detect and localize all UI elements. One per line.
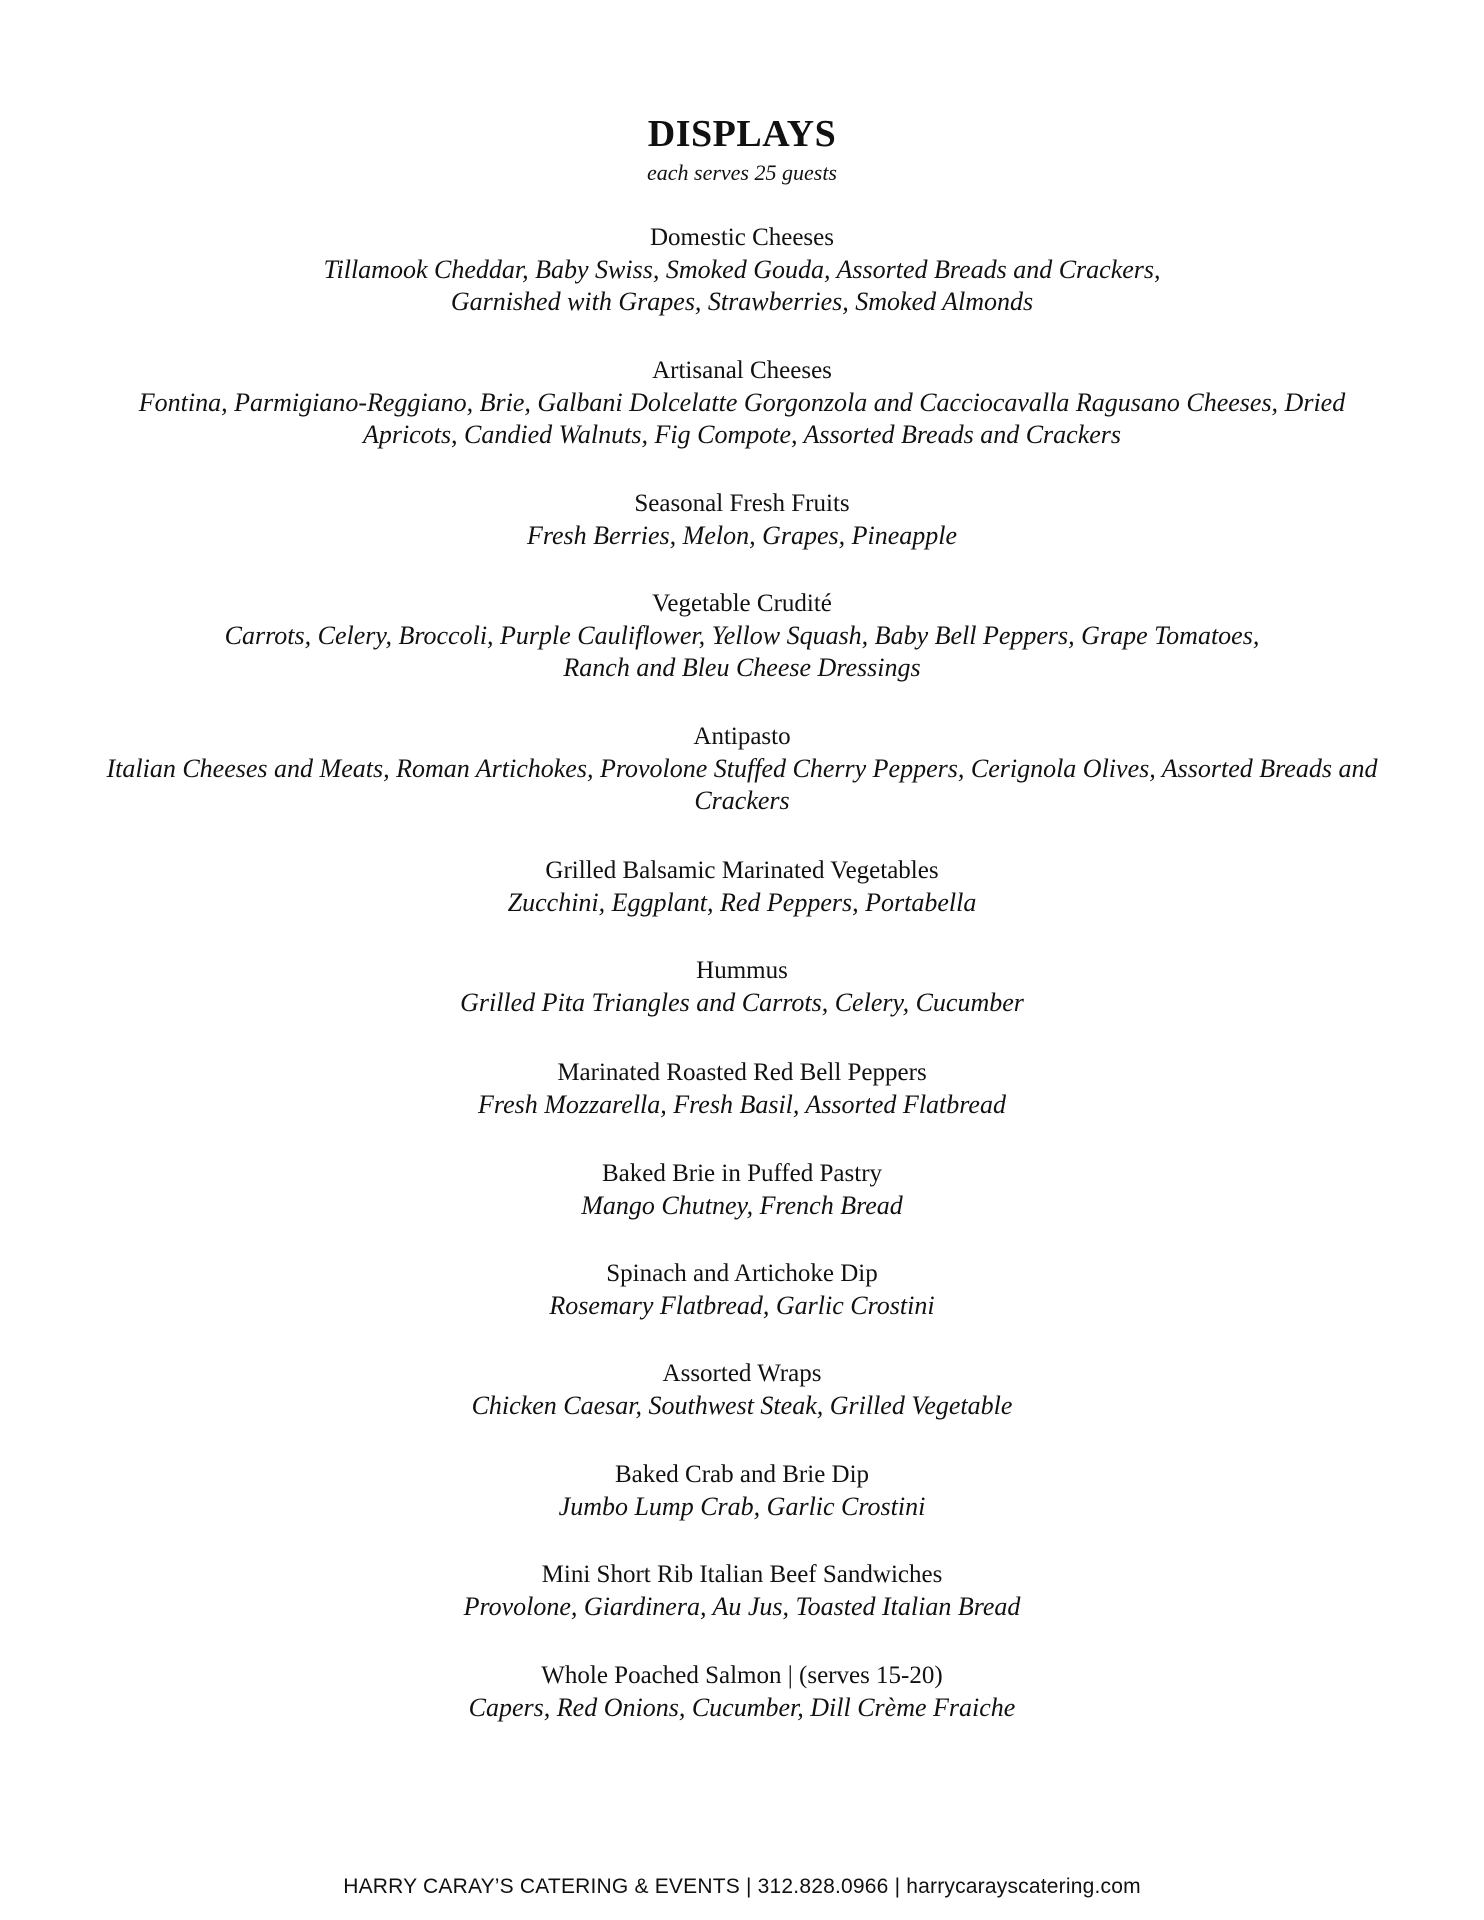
menu-item-name: Whole Poached Salmon | (serves 15-20): [541, 1662, 943, 1689]
menu-item-description: Fontina, Parmigiano-Reggiano, Brie, Galbani Dolcelatte Gorgonzola and Cacciocavalla Ragusano Cheeses, Dried Apricots, Candied Walnuts, Fig Compote, Assorted Breads and Crackers: [138, 388, 1346, 449]
menu-item-artisanal-cheeses: [0, 355, 1484, 451]
menu-item-name: Seasonal Fresh Fruits: [634, 490, 850, 517]
menu-item-name: Spinach and Artichoke Dip: [606, 1260, 878, 1287]
menu-item-baked-crab-brie-dip: [0, 1459, 1484, 1523]
menu-item-description: Jumbo Lump Crab, Garlic Crostini: [558, 1492, 926, 1521]
menu-item-domestic-cheeses: [0, 222, 1484, 318]
menu-item-name: Antipasto: [693, 723, 791, 750]
menu-item-whole-poached-salmon: [0, 1660, 1484, 1724]
menu-item-marinated-red-peppers: [0, 1057, 1484, 1121]
menu-item-description: Grilled Pita Triangles and Carrots, Celery, Cucumber: [460, 988, 1024, 1017]
menu-item-name: Grilled Balsamic Marinated Vegetables: [545, 857, 939, 884]
page-title: DISPLAYS: [647, 113, 837, 155]
menu-item-name: Artisanal Cheeses: [652, 357, 832, 384]
menu-item-antipasto: [0, 721, 1484, 817]
page-subtitle: each serves 25 guests: [646, 160, 837, 185]
menu-item-hummus: [0, 955, 1484, 1019]
menu-item-description: Fresh Mozzarella, Fresh Basil, Assorted Flatbread: [478, 1090, 1006, 1119]
footer-contact: HARRY CARAY’S CATERING & EVENTS | 312.828.0966 | harrycarayscatering.com: [343, 1875, 1141, 1898]
menu-item-name: Domestic Cheeses: [650, 224, 834, 251]
menu-item-spinach-artichoke-dip: [0, 1258, 1484, 1322]
menu-item-short-rib-sandwiches: [0, 1559, 1484, 1623]
menu-item-description: Provolone, Giardinera, Au Jus, Toasted Italian Bread: [463, 1592, 1021, 1621]
menu-item-grilled-balsamic-vegetables: [0, 855, 1484, 919]
menu-item-assorted-wraps: [0, 1358, 1484, 1422]
menu-item-description: Rosemary Flatbread, Garlic Crostini: [549, 1291, 935, 1320]
menu-item-description: Chicken Caesar, Southwest Steak, Grilled Vegetable: [471, 1391, 1013, 1420]
menu-item-description: Zucchini, Eggplant, Red Peppers, Portabella: [507, 888, 977, 917]
menu-item-description: Fresh Berries, Melon, Grapes, Pineapple: [526, 521, 958, 550]
menu-item-seasonal-fresh-fruits: [0, 488, 1484, 552]
menu-item-name: Marinated Roasted Red Bell Peppers: [557, 1059, 927, 1086]
menu-item-description: Capers, Red Onions, Cucumber, Dill Crème Fraiche: [468, 1693, 1016, 1722]
menu-item-baked-brie: [0, 1158, 1484, 1222]
menu-item-name: Baked Brie in Puffed Pastry: [601, 1160, 883, 1187]
menu-item-description: Carrots, Celery, Broccoli, Purple Cauliflower, Yellow Squash, Baby Bell Peppers, Grape Tomatoes, Ranch and Bleu Cheese Dressings: [224, 621, 1260, 682]
menu-item-name: Vegetable Crudité: [652, 590, 832, 617]
menu-item-description: Italian Cheeses and Meats, Roman Artichokes, Provolone Stuffed Cherry Peppers, Cerignola Olives, Assorted Breads and Crackers: [106, 754, 1378, 815]
menu-item-name: Assorted Wraps: [662, 1360, 822, 1387]
menu-item-name: Hummus: [696, 957, 788, 984]
menu-item-name: Mini Short Rib Italian Beef Sandwiches: [541, 1561, 943, 1588]
menu-item-name: Baked Crab and Brie Dip: [614, 1461, 870, 1488]
menu-item-vegetable-crudite: [0, 588, 1484, 684]
menu-item-description: Tillamook Cheddar, Baby Swiss, Smoked Gouda, Assorted Breads and Crackers, Garnished with Grapes, Strawberries, Smoked Almonds: [323, 255, 1161, 316]
menu-item-description: Mango Chutney, French Bread: [581, 1191, 903, 1220]
